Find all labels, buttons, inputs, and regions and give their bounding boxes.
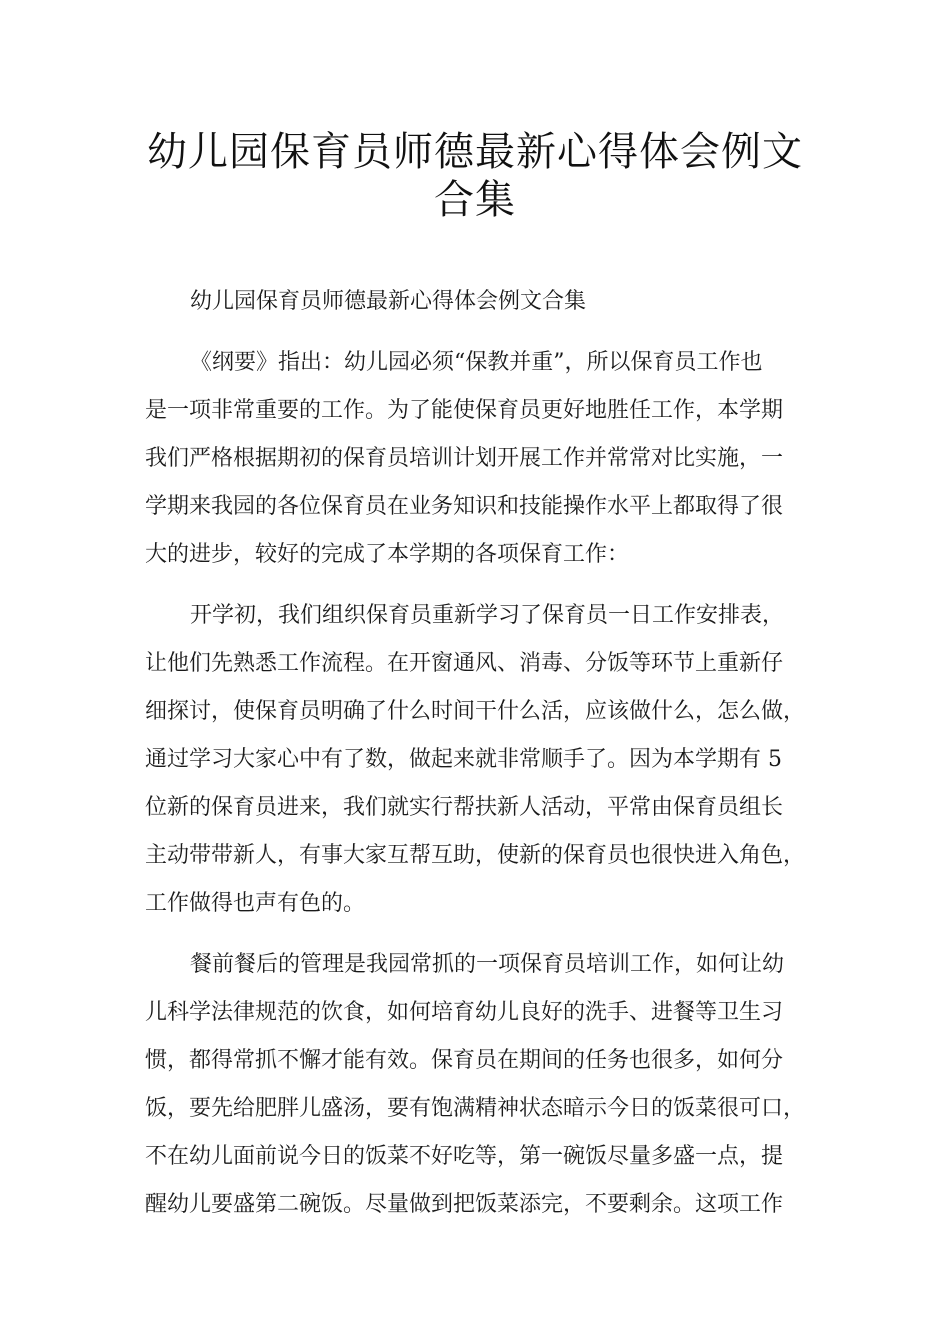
text-line: 不在幼儿面前说今日的饭菜不好吃等，第一碗饭尽量多盛一点，提 [145, 1144, 784, 1169]
text-line: 餐前餐后的管理是我园常抓的一项保育员培训工作，如何让幼 [190, 952, 785, 977]
text-line: 幼儿园保育员师德最新心得体会例文合集 [190, 289, 587, 314]
text-line: 开学初，我们组织保育员重新学习了保育员一日工作安排表， [190, 603, 785, 628]
text-line: 儿科学法律规范的饮食，如何培育幼儿良好的洗手、进餐等卫生习 [145, 1000, 784, 1025]
paragraph [145, 339, 817, 579]
text-line: 通过学习大家心中有了数，做起来就非常顺手了。因为本学期有 5 [145, 747, 782, 772]
document-title: 幼儿园保育员师德最新心得体会例文合集 [147, 129, 803, 223]
text-line: 位新的保育员进来，我们就实行帮扶新人活动，平常由保育员组长 [145, 795, 784, 820]
paragraph [145, 941, 817, 1229]
text-line: 我们严格根据期初的保育员培训计划开展工作并常常对比实施，一 [145, 446, 784, 471]
text-line: 醒幼儿要盛第二碗饭。尽量做到把饭菜添完，不要剩余。这项工作 [145, 1192, 784, 1217]
text-line: 是一项非常重要的工作。为了能使保育员更好地胜任工作，本学期 [145, 398, 784, 423]
paragraph [145, 592, 817, 928]
text-line: 大的进步，较好的完成了本学期的各项保育工作： [145, 542, 630, 567]
text-line: 学期来我园的各位保育员在业务知识和技能操作水平上都取得了很 [145, 494, 784, 519]
text-line: 饭，要先给肥胖儿盛汤，要有饱满精神状态暗示今日的饭菜很可口， [145, 1096, 806, 1121]
document-body [145, 278, 817, 1229]
text-line: 《纲要》指出：幼儿园必须“保教并重”，所以保育员工作也 [190, 350, 763, 375]
text-line: 工作做得也声有色的。 [145, 891, 366, 916]
paragraph [145, 278, 817, 326]
text-line: 让他们先熟悉工作流程。在开窗通风、消毒、分饭等环节上重新仔 [145, 651, 784, 676]
text-line: 惯，都得常抓不懈才能有效。保育员在期间的任务也很多，如何分 [145, 1048, 784, 1073]
text-line: 主动带带新人，有事大家互帮互助，使新的保育员也很快进入角色， [145, 843, 806, 868]
text-line: 细探讨，使保育员明确了什么时间干什么活，应该做什么，怎么做， [145, 699, 806, 724]
